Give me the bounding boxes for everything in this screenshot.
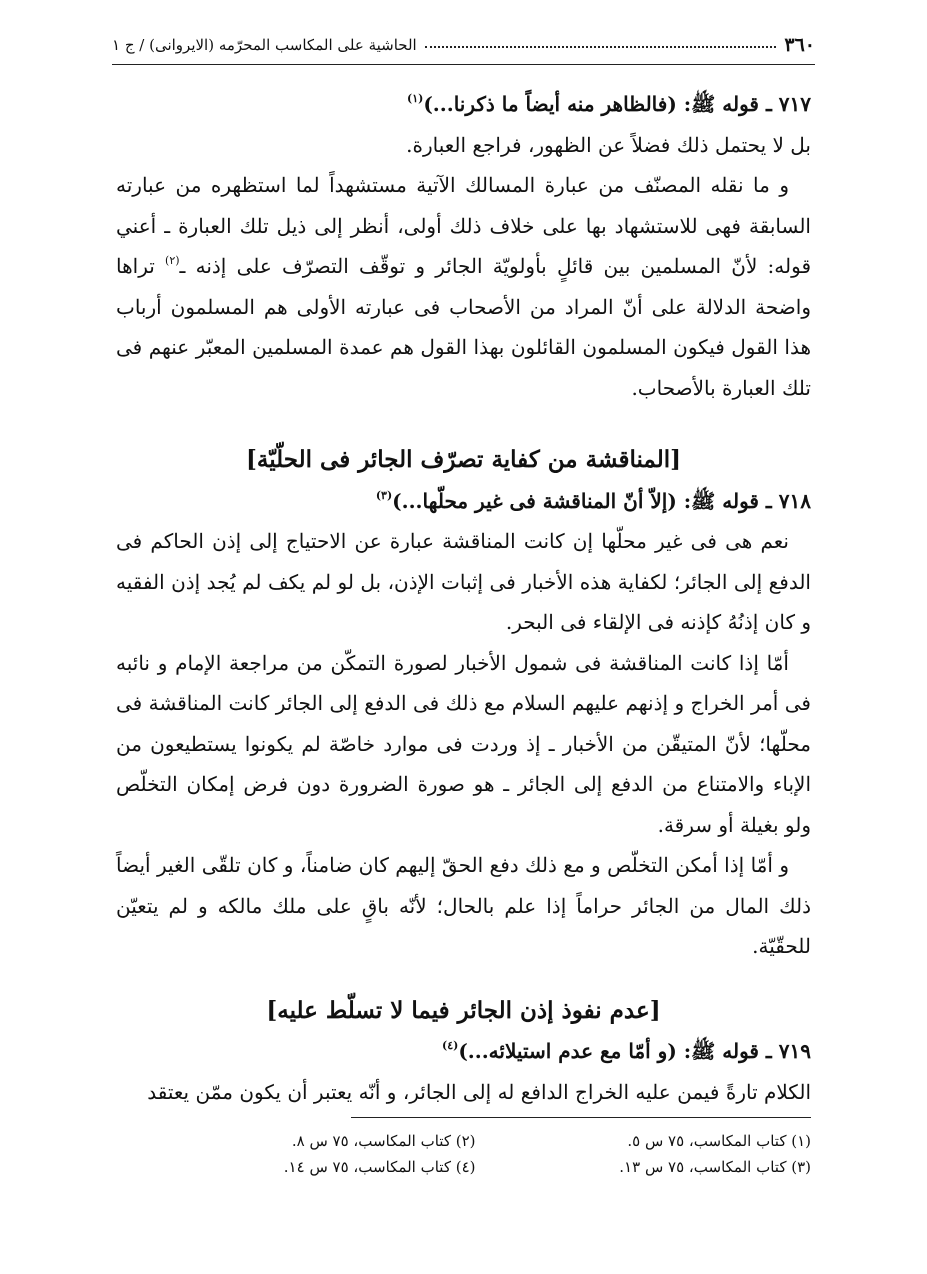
footnote-marker: (٣): [375, 488, 393, 502]
section-title: [عدم نفوذ إذن الجائر فيما لا تسلّط عليه]: [266, 996, 661, 1024]
main-text: [116, 84, 811, 1112]
running-header: [112, 28, 815, 62]
footnote: (٣) كتاب المكاسب، ٧٥ س ١٣.: [619, 1158, 811, 1176]
footnote: (٤) كتاب المكاسب، ٧٥ س ١٤.: [283, 1158, 476, 1176]
footnote: (٢) كتاب المكاسب، ٧٥ س ٨.: [291, 1132, 476, 1150]
footnote-marker: (٤): [441, 1039, 459, 1052]
footnote-marker: (٢): [165, 254, 180, 267]
header-dot-leader: [425, 46, 777, 48]
running-title: الحاشية على المكاسب المحرّمه (الايروانى) / ج ١: [112, 36, 417, 54]
footnotes: [160, 1128, 811, 1180]
entry-719-heading: ٧١٩ ـ قوله ﷺ: (و أمّا مع عدم استيلائه...)$^{(٤)}$: [441, 1039, 811, 1063]
entry-718-heading: ٧١٨ ـ قوله ﷺ: (إلاّ أنّ المناقشة فى غير محلّها...)$^{(٣)}$: [375, 488, 811, 513]
paragraph: نعم هى فى غير محلّها إن كانت المناقشة عبارة عن الاحتياج إلى إذن الحاكم فى الدفع إلى الجائر؛ لكفاية هذه الأخبار فى إثبات الإذن، بل لو لم يكف لم يُجد إذن الفقيه و كان إذنُهُ كإذنه فى الإلقاء فى البحر.: [116, 529, 811, 634]
paragraph: الكلام تارةً فيمن عليه الخراج الدافع له إلى الجائر، و أنّه يعتبر أن يكون ممّن يعتقد: [147, 1079, 811, 1104]
header-rule: [112, 64, 815, 65]
paragraph: و ما نقله المصنّف من عبارة المسالك الآتية مستشهداً لما استظهره من عبارته السابقة فهى للاستشهاد بها على خلاف ذلك أولى، أنظر إلى ذيل تلك العبارة ـ أعني قوله: لأنّ المسلمين بين قائلٍ بأولويّة الجائر و توقّف التصرّف على إذنه ـ$^{(٢)}$ تراها واضحة الدلالة على أنّ المراد من الأصحاب فى عبارته الأولى هم المسلمون أرباب هذا القول فيكون المسلمون القائلون بهذا القول هم عمدة المسلمين المعبّر عنهم فى تلك العبارة بالأصحاب.: [116, 173, 812, 400]
paragraph: بل لا يحتمل ذلك فضلاً عن الظهور، فراجع العبارة.: [406, 132, 811, 157]
footnote-rule: [351, 1117, 811, 1118]
footnote-marker: (١): [406, 92, 424, 105]
page-number: ٣٦٠: [784, 34, 815, 56]
section-title: [المناقشة من كفاية تصرّف الجائر فى الحلّيّة]: [246, 446, 681, 473]
entry-717-heading: ٧١٧ ـ قوله ﷺ: (فالظاهر منه أيضاً ما ذكرنا...)$^{(١)}$: [406, 92, 811, 116]
paragraph: أمّا إذا كانت المناقشة فى شمول الأخبار لصورة التمكّن من مراجعة الإمام و نائبه فى أمر الخراج و إذنهم عليهم السلام مع ذلك فى الدفع إلى الجائر كانت المناقشة فى محلّها؛ لأنّ المتيقّن من الأخبار ـ إذ وردت فى موارد خاصّة لم يكونوا يستطيعون من الإباء والامتناع من الدفع إلى الجائر ـ هو صورة الضرورة دون فرض إمكان التخلّص ولو بغيلة أو سرقة.: [116, 650, 811, 837]
paragraph: و أمّا إذا أمكن التخلّص و مع ذلك دفع الحقّ إليهم كان ضامناً، و كان تلقّى الغير أيضاً ذلك المال من الجائر حراماً إذا علم بالحال؛ لأنّه باقٍ على ملك مالكه و لم يتعيّن للحقّيّة.: [116, 853, 811, 958]
footnote: (١) كتاب المكاسب، ٧٥ س ٥.: [627, 1132, 811, 1150]
section-spacer: [116, 967, 811, 991]
section-spacer: [116, 408, 811, 440]
